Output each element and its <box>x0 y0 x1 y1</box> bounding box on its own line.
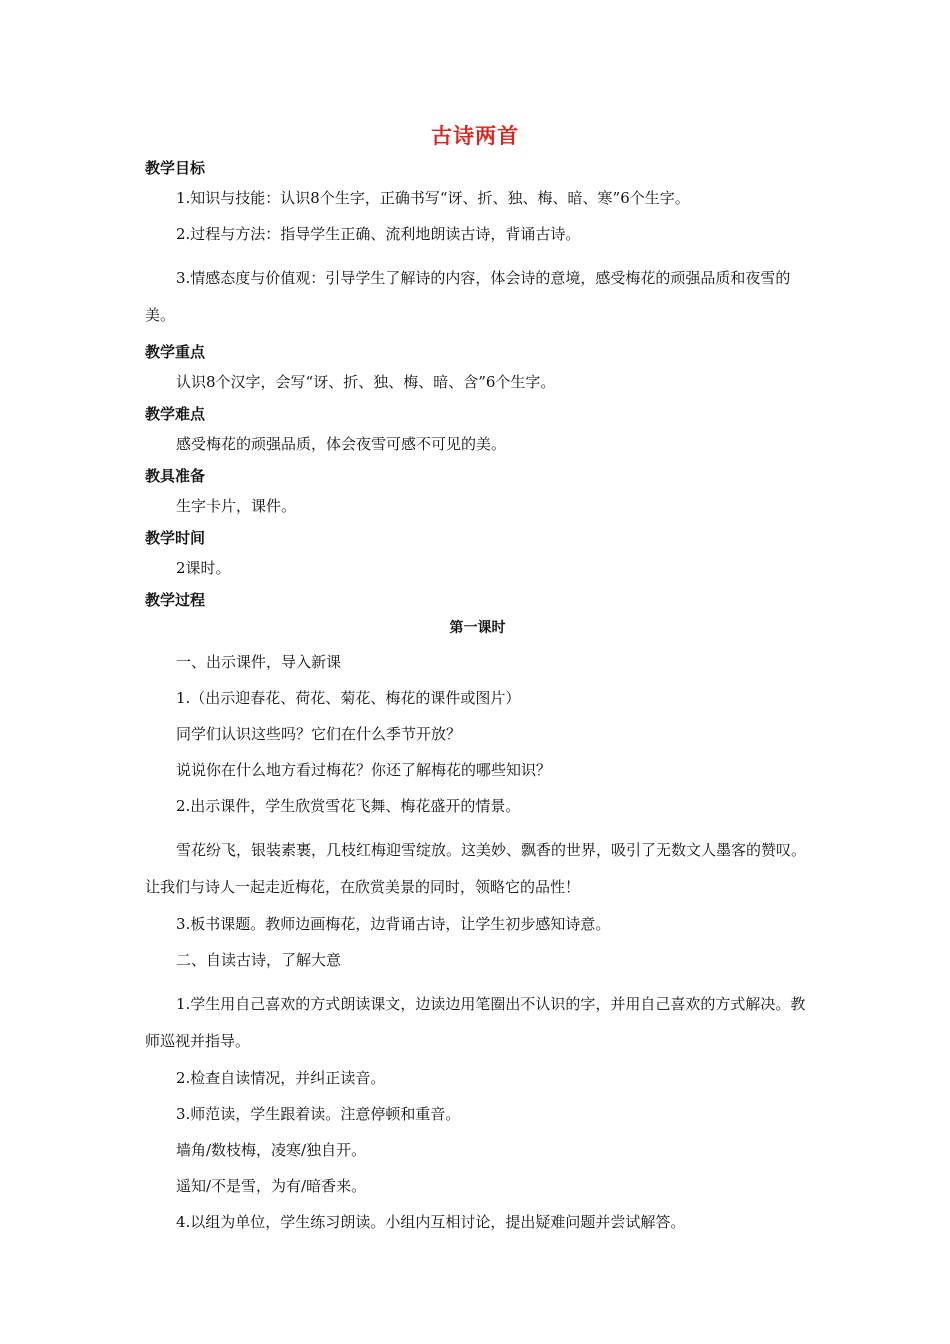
objective-item: 2.过程与方法：指导学生正确、流利地朗读古诗，背诵古诗。 <box>176 225 581 243</box>
section-heading-time: 教学时间 <box>145 529 206 547</box>
process-paragraph: 同学们认识这些吗？它们在什么季节开放？ <box>176 725 462 743</box>
lesson-title: 第一课时 <box>449 620 506 636</box>
process-paragraph: 二、自读古诗，了解大意 <box>176 951 342 969</box>
process-paragraph: 一、出示课件，导入新课 <box>176 653 342 671</box>
process-paragraph: 雪花纷飞，银装素裹，几枝红梅迎雪绽放。这美妙、飘香的世界，吸引了无数文人墨客的赞叹。让我们与诗人一起走近梅花，在欣赏美景的同时，领略它的品性！ <box>145 841 807 896</box>
document-title: 古诗两首 <box>431 124 519 148</box>
process-paragraph: 说说你在什么地方看过梅花？你还了解梅花的哪些知识？ <box>176 761 552 779</box>
process-paragraph: 3.师范读，学生跟着读。注意停顿和重音。 <box>176 1105 461 1123</box>
process-paragraph: 2.出示课件，学生欣赏雪花飞舞、梅花盛开的情景。 <box>176 797 521 815</box>
process-paragraph: 2.检查自读情况，并纠正读音。 <box>176 1069 386 1087</box>
section-heading-materials: 教具准备 <box>145 467 206 485</box>
section-heading-key-points: 教学重点 <box>145 343 206 361</box>
poem-line: 墙角/数枝梅，凌寒/独自开。 <box>176 1141 367 1159</box>
key-points-text: 认识8个汉字，会写“讶、折、独、梅、暗、含”6个生字。 <box>176 373 556 391</box>
section-heading-process: 教学过程 <box>145 591 206 609</box>
objective-item: 1.知识与技能：认识8个生字，正确书写“讶、折、独、梅、暗、寒”6个生字。 <box>176 189 690 207</box>
materials-text: 生字卡片，课件。 <box>176 497 297 515</box>
time-text: 2课时。 <box>176 559 231 577</box>
objective-item: 3.情感态度与价值观：引导学生了解诗的内容，体会诗的意境，感受梅花的顽强品质和夜雪的美。 <box>145 269 791 324</box>
process-paragraph: 1.学生用自己喜欢的方式朗读课文，边读边用笔圈出不认识的字，并用自己喜欢的方式解决。教师巡视并指导。 <box>145 995 806 1050</box>
section-heading-objectives: 教学目标 <box>145 159 206 177</box>
document-body <box>145 158 810 1248</box>
process-paragraph: 1.（出示迎春花、荷花、菊花、梅花的课件或图片） <box>176 689 521 707</box>
process-paragraph: 3.板书课题。教师边画梅花，边背诵古诗，让学生初步感知诗意。 <box>176 915 611 933</box>
section-heading-difficulties: 教学难点 <box>145 405 206 423</box>
difficulties-text: 感受梅花的顽强品质，体会夜雪可感不可见的美。 <box>176 435 507 453</box>
process-paragraph: 4.以组为单位，学生练习朗读。小组内互相讨论，提出疑难问题并尝试解答。 <box>176 1213 686 1231</box>
poem-line: 遥知/不是雪，为有/暗香来。 <box>176 1177 367 1195</box>
